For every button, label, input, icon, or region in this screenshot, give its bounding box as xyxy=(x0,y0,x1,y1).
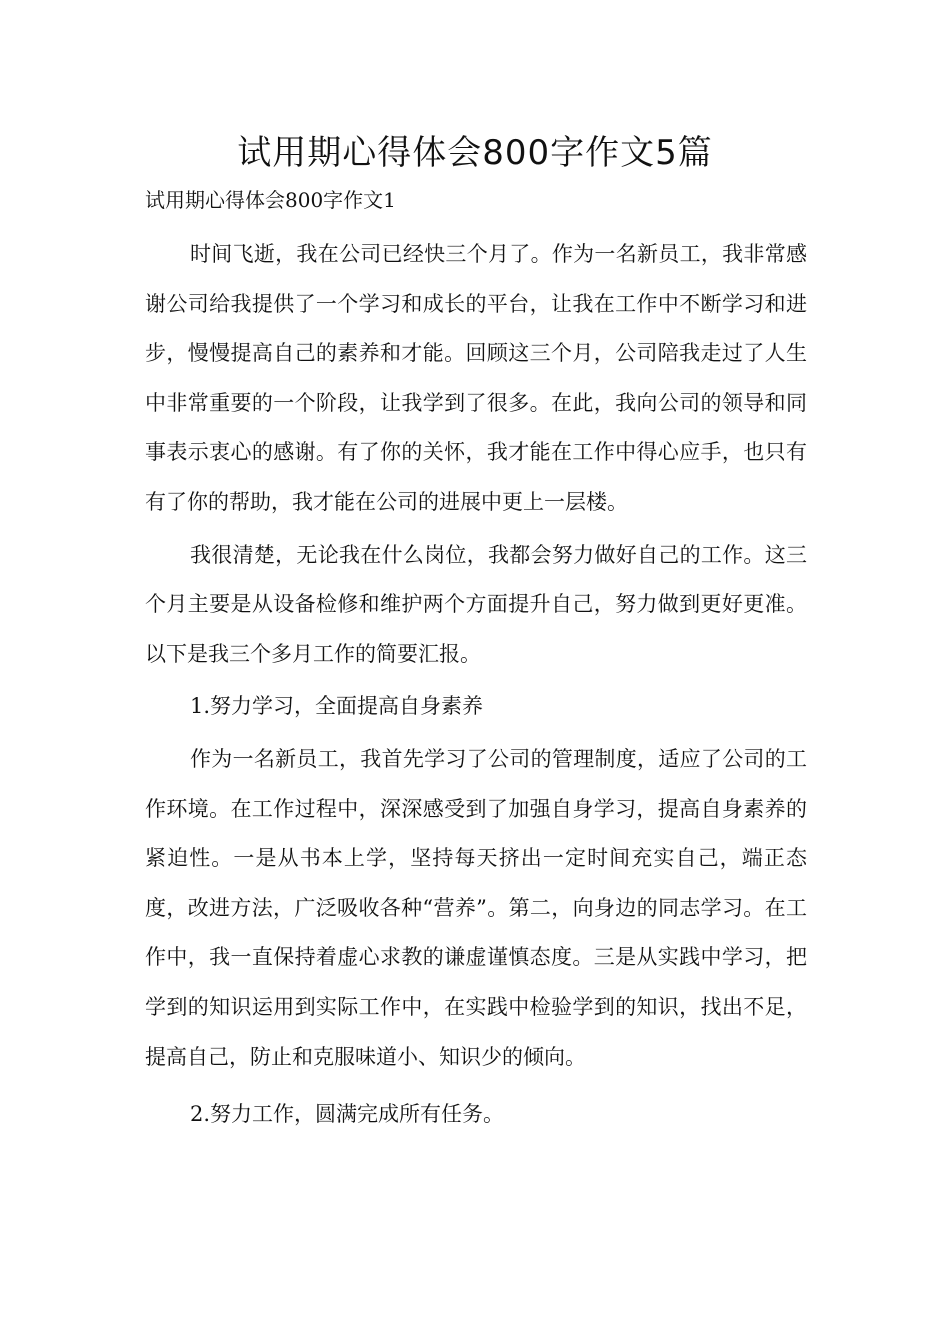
document-body xyxy=(145,230,807,1140)
document-subtitle: 试用期心得体会800字作文1 xyxy=(145,188,396,212)
section-heading-work: 2.努力工作，圆满完成所有任务。 xyxy=(190,1102,505,1127)
paragraph-work-overview: 我很清楚，无论我在什么岗位，我都会努力做好自己的工作。这三个月主要是从设备检修和维护两个方面提升自己，努力做到更好更准。以下是我三个多月工作的简要汇报。 xyxy=(145,542,807,666)
section-heading-study: 1.努力学习，全面提高自身素养 xyxy=(190,694,484,719)
document-title: 试用期心得体会800字作文5篇 xyxy=(237,133,713,173)
paragraph-study: 作为一名新员工，我首先学习了公司的管理制度，适应了公司的工作环境。在工作过程中，深深感受到了加强自身学习，提高自身素养的紧迫性。一是从书本上学，坚持每天挤出一定时间充实自己，端正态度，改进方法，广泛吸收各种“营养”。第二，向身边的同志学习。在工作中，我一直保持着虚心求教的谦虚谨慎态度。三是从实践中学习，把学到的知识运用到实际工作中，在实践中检验学到的知识，找出不足，提高自己，防止和克服味道小、知识少的倾向。 xyxy=(145,746,807,1069)
paragraph-intro: 时间飞逝，我在公司已经快三个月了。作为一名新员工，我非常感谢公司给我提供了一个学习和成长的平台，让我在工作中不断学习和进步，慢慢提高自己的素养和才能。回顾这三个月，公司陪我走过了人生中非常重要的一个阶段，让我学到了很多。在此，我向公司的领导和同事表示衷心的感谢。有了你的关怀，我才能在工作中得心应手，也只有有了你的帮助，我才能在公司的进展中更上一层楼。 xyxy=(145,242,807,514)
